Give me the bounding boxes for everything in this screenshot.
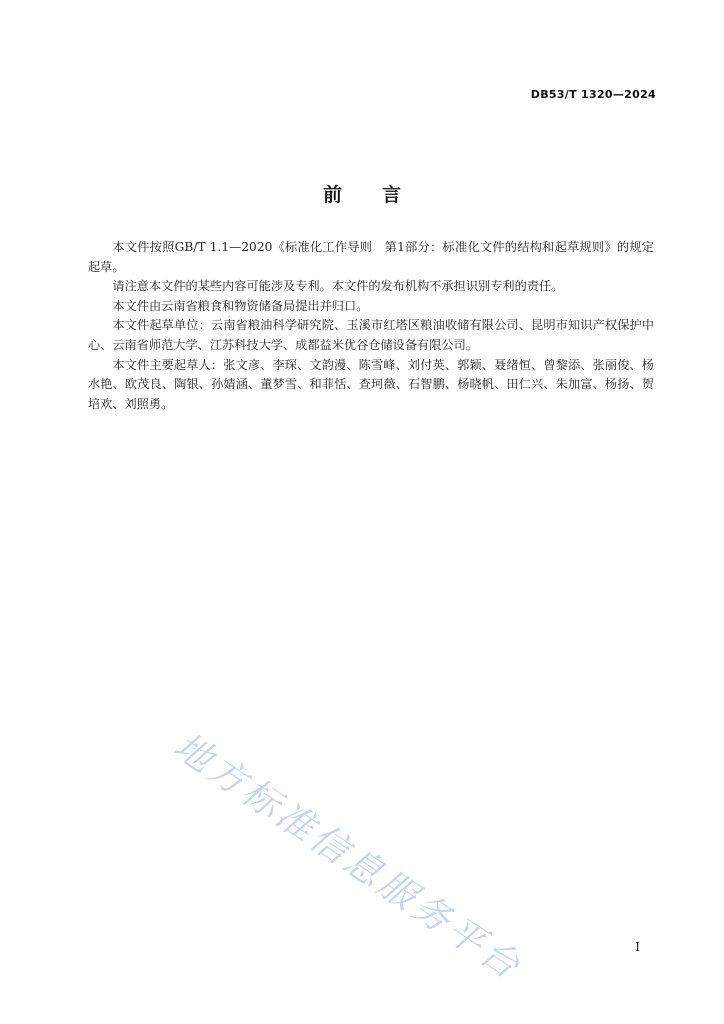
page-title: 前言 bbox=[322, 184, 441, 206]
paragraph-drafters: 本文件主要起草人：张文彦、李琛、文韵漫、陈雪峰、刘付英、郭颖、聂绪恒、曾黎添、张丽俊、杨水艳、欧茂良、陶银、孙婧涵、董梦雪、和菲恬、查珂薇、石智鹏、杨晓帆、田仁兴、朱加富、杨扬、贺培欢、刘照勇。 bbox=[88, 357, 654, 411]
watermark: 地方标准信息服务平台 bbox=[166, 724, 530, 989]
page-number: I bbox=[635, 940, 640, 954]
foreword-body bbox=[88, 238, 654, 414]
paragraph-drafting-rules: 本文件按照GB/T 1.1—2020《标准化工作导则 第1部分：标准化文件的结构和起草规则》的规定起草。 bbox=[88, 240, 654, 274]
paragraph-patent-notice: 请注意本文件的某些内容可能涉及专利。本文件的发布机构不承担识别专利的责任。 bbox=[112, 279, 564, 294]
standard-code: DB53/T 1320—2024 bbox=[530, 88, 656, 101]
paragraph-proposer: 本文件由云南省粮食和物资储备局提出并归口。 bbox=[112, 298, 369, 313]
paragraph-drafting-units: 本文件起草单位：云南省粮油科学研究院、玉溪市红塔区粮油收储有限公司、昆明市知识产权保护中心、云南省师范大学、江苏科技大学、成都益米优谷仓储设备有限公司。 bbox=[88, 318, 654, 352]
